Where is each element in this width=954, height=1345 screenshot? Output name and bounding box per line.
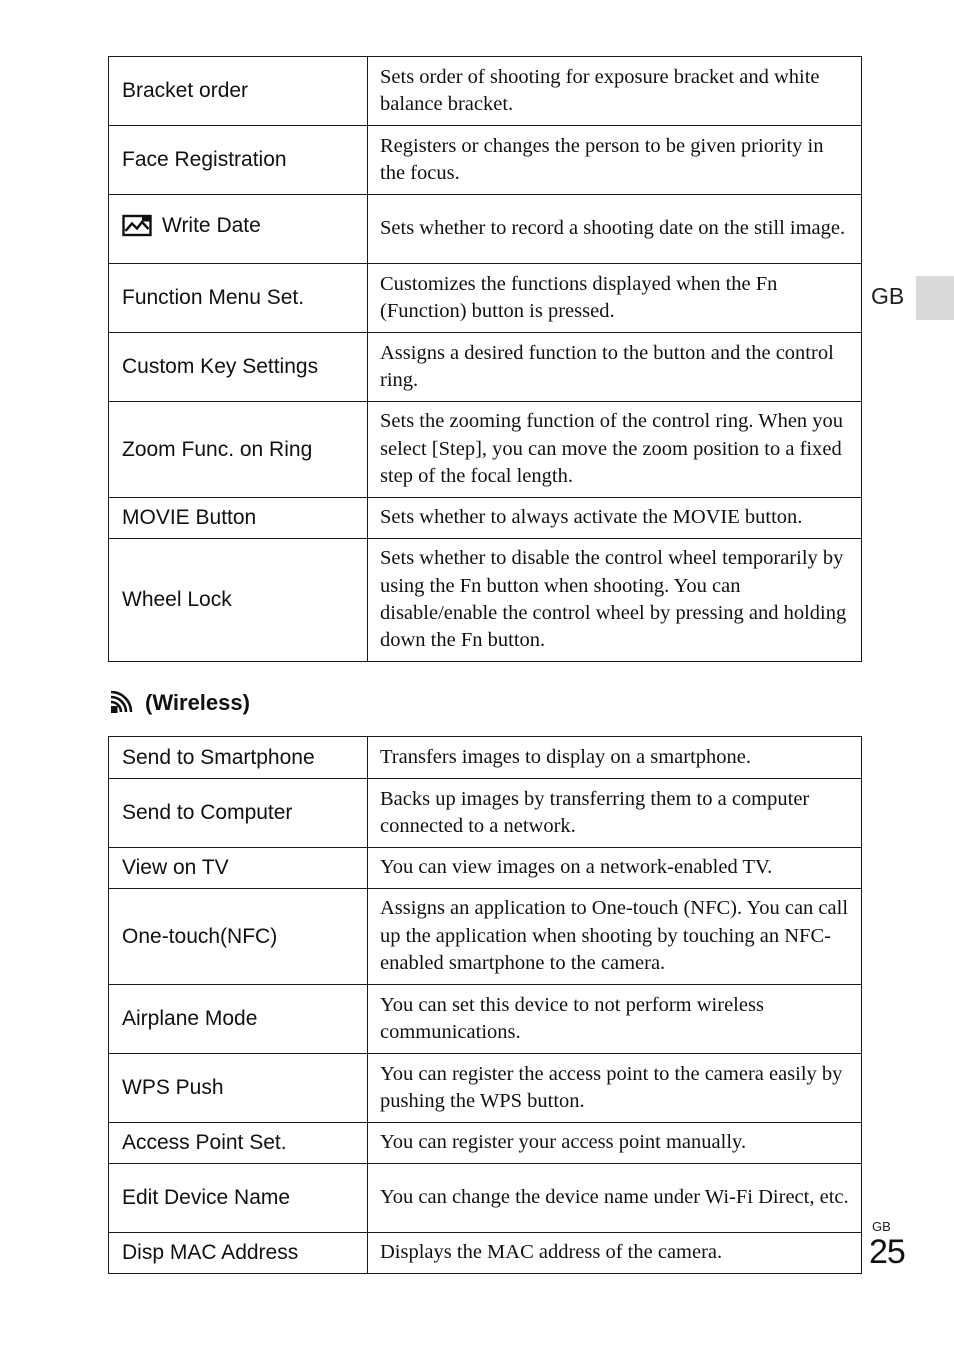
wireless-icon xyxy=(110,691,136,715)
setting-name-cell xyxy=(109,195,368,264)
table-row xyxy=(109,1123,862,1164)
setting-description: Transfers images to display on a smartphone. xyxy=(368,737,862,779)
language-side-tab xyxy=(916,276,954,320)
wireless-section-heading xyxy=(110,690,250,716)
setting-description: Assigns a desired function to the button and the control ring. xyxy=(368,333,862,402)
setting-description: You can set this device to not perform wireless communications. xyxy=(368,985,862,1054)
table-row xyxy=(109,889,862,985)
setting-name: Bracket order xyxy=(109,57,368,126)
setting-name: View on TV xyxy=(109,848,368,889)
table-row xyxy=(109,126,862,195)
side-tab-label: GB xyxy=(871,283,905,309)
setting-name: Zoom Func. on Ring xyxy=(109,402,368,498)
setting-name: Face Registration xyxy=(109,126,368,195)
table-row xyxy=(109,1054,862,1123)
setting-name: Edit Device Name xyxy=(109,1164,368,1233)
table-row xyxy=(109,737,862,779)
setting-description: Sets whether to record a shooting date on the still image. xyxy=(368,195,862,264)
setting-description: You can view images on a network-enabled TV. xyxy=(368,848,862,889)
setting-description: Customizes the functions displayed when the Fn (Function) button is pressed. xyxy=(368,264,862,333)
setting-description: Sets whether to disable the control wheel temporarily by using the Fn button when shooting. You can disable/enable the control wheel by pressing and holding down the Fn button. xyxy=(368,539,862,662)
table-row xyxy=(109,57,862,126)
setting-name: Write Date xyxy=(162,214,261,237)
table-row xyxy=(109,779,862,848)
setting-name: WPS Push xyxy=(109,1054,368,1123)
setting-description: You can register the access point to the camera easily by pushing the WPS button. xyxy=(368,1054,862,1123)
setting-name: Send to Smartphone xyxy=(109,737,368,779)
page-number: 25 xyxy=(869,1233,905,1271)
setting-description: You can change the device name under Wi-Fi Direct, etc. xyxy=(368,1164,862,1233)
table-row xyxy=(109,1233,862,1274)
table-row xyxy=(109,848,862,889)
section-title: (Wireless) xyxy=(145,690,250,715)
setting-name: One-touch(NFC) xyxy=(109,889,368,985)
table-row xyxy=(109,402,862,498)
table-row xyxy=(109,1164,862,1233)
setting-name: MOVIE Button xyxy=(109,498,368,539)
setting-name: Function Menu Set. xyxy=(109,264,368,333)
footer-language: GB xyxy=(872,1219,891,1234)
wireless-table xyxy=(108,736,862,1274)
table-row xyxy=(109,195,862,264)
date-stamp-icon xyxy=(122,214,153,238)
setting-name: Send to Computer xyxy=(109,779,368,848)
table-row xyxy=(109,539,862,662)
setting-name: Wheel Lock xyxy=(109,539,368,662)
setting-name: Airplane Mode xyxy=(109,985,368,1054)
setting-description: Assigns an application to One-touch (NFC). You can call up the application when shooting by touching an NFC-enabled smartphone to the camera. xyxy=(368,889,862,985)
table-row xyxy=(109,498,862,539)
table-row xyxy=(109,333,862,402)
setting-name: Disp MAC Address xyxy=(109,1233,368,1274)
settings-table xyxy=(108,56,862,662)
setting-description: Displays the MAC address of the camera. xyxy=(368,1233,862,1274)
setting-description: You can register your access point manually. xyxy=(368,1123,862,1164)
setting-description: Sets the zooming function of the control ring. When you select [Step], you can move the zoom position to a fixed step of the focal length. xyxy=(368,402,862,498)
table-row xyxy=(109,264,862,333)
setting-description: Registers or changes the person to be given priority in the focus. xyxy=(368,126,862,195)
table-row xyxy=(109,985,862,1054)
setting-description: Sets whether to always activate the MOVIE button. xyxy=(368,498,862,539)
setting-name: Access Point Set. xyxy=(109,1123,368,1164)
setting-description: Sets order of shooting for exposure bracket and white balance bracket. xyxy=(368,57,862,126)
setting-name: Custom Key Settings xyxy=(109,333,368,402)
setting-description: Backs up images by transferring them to a computer connected to a network. xyxy=(368,779,862,848)
